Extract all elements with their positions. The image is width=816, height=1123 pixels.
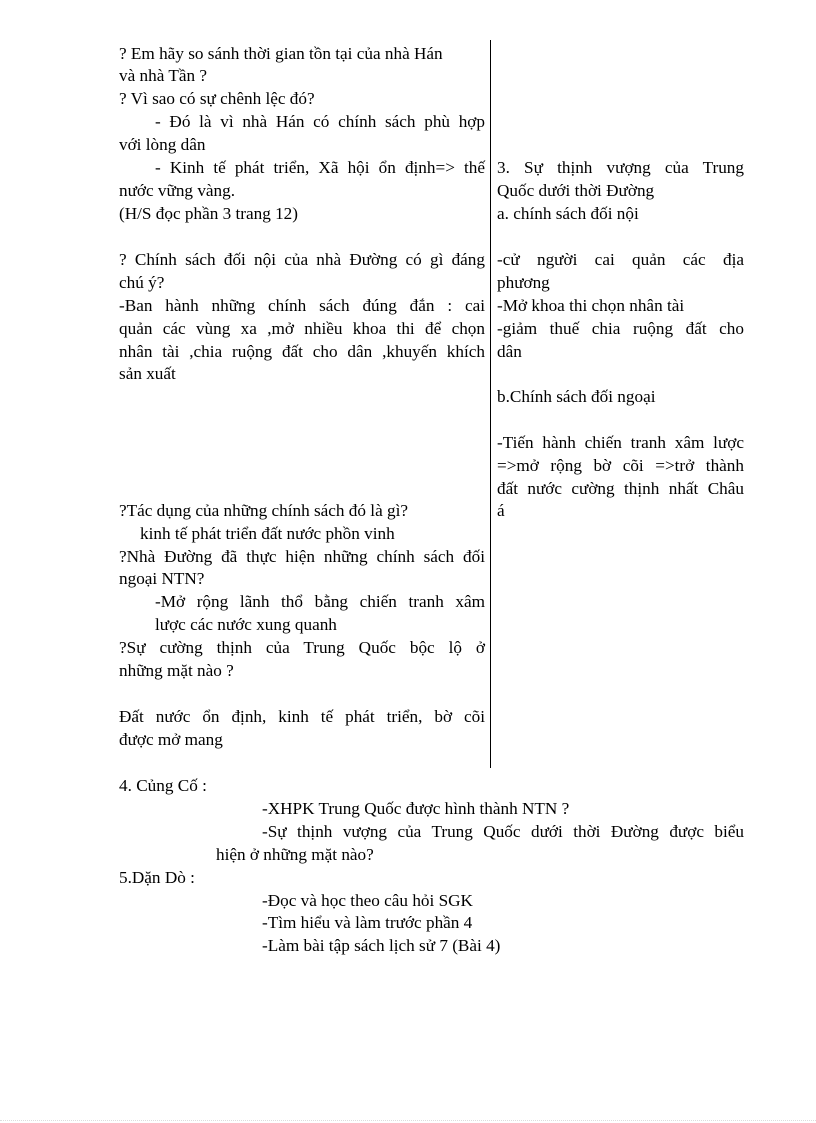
answer-foreign-policy-line1: -Mở rộng lãnh thổ bằng chiến tranh xâm	[155, 592, 485, 611]
domestic-point-1-line1: -cử người cai quản các địa	[497, 250, 744, 269]
consolidation-item-2-line1: -Sự thịnh vượng của Trung Quốc dưới thời Đường được biểu	[262, 822, 744, 841]
domestic-point-3-line2: dân	[497, 342, 522, 361]
consolidation-item-1: -XHPK Trung Quốc được hình thành NTN ?	[262, 799, 570, 818]
answer-han-policy-line1: - Đó là vì nhà Hán có chính sách phù hợp	[155, 112, 485, 131]
answer-domestic-policy-line2: quản các vùng xa ,mở nhiều khoa thi để chọn	[119, 319, 485, 338]
answer-foreign-policy-line2: lược các nước xung quanh	[155, 615, 337, 634]
subsection-a-heading: a. chính sách đối nội	[497, 204, 639, 223]
foreign-point-line3: đất nước cường thịnh nhất Châu	[497, 479, 744, 498]
page-bottom-border	[0, 1120, 816, 1121]
section-3-heading-line1: 3. Sự thịnh vượng của Trung	[497, 158, 744, 177]
answer-policy-effect: kinh tế phát triển đất nước phồn vinh	[140, 524, 395, 543]
consolidation-item-2-line2: hiện ở những mặt nào?	[216, 845, 374, 864]
homework-item-3: -Làm bài tập sách lịch sử 7 (Bài 4)	[262, 936, 501, 955]
homework-item-2: -Tìm hiểu và làm trước phần 4	[262, 913, 473, 932]
column-divider	[490, 40, 491, 768]
domestic-point-1-line2: phương	[497, 273, 550, 292]
question-prosperity-line2: những mặt nào ?	[119, 661, 234, 680]
answer-domestic-policy-line4: sản xuất	[119, 364, 176, 383]
domestic-point-3-line1: -giảm thuế chia ruộng đất cho	[497, 319, 744, 338]
question-compare-duration-line1: ? Em hãy so sánh thời gian tồn tại của nhà Hán	[119, 44, 443, 63]
answer-economy-line2: nước vững vàng.	[119, 181, 236, 200]
answer-domestic-policy-line3: nhân tài ,chia ruộng đất cho dân ,khuyến khích	[119, 342, 485, 361]
question-policy-effect: ?Tác dụng của những chính sách đó là gì?	[119, 501, 408, 520]
question-domestic-policy-line2: chú ý?	[119, 273, 165, 292]
foreign-point-line2: =>mở rộng bờ cõi =>trở thành	[497, 456, 744, 475]
question-domestic-policy-line1: ? Chính sách đối nội của nhà Đường có gì đáng	[119, 250, 485, 269]
question-compare-duration-line2: và nhà Tần ?	[119, 66, 207, 85]
consolidation-heading: 4. Củng Cố :	[119, 776, 207, 795]
subsection-b-heading: b.Chính sách đối ngoại	[497, 387, 656, 406]
homework-heading: 5.Dặn Dò :	[119, 868, 195, 887]
domestic-point-2: -Mở khoa thi chọn nhân tài	[497, 296, 685, 315]
question-foreign-policy-line1: ?Nhà Đường đã thực hiện những chính sách đối	[119, 547, 485, 566]
homework-item-1: -Đọc và học theo câu hỏi SGK	[262, 891, 473, 910]
answer-economy-line1: - Kinh tế phát triển, Xã hội ổn định=> thế	[155, 158, 485, 177]
answer-prosperity-line2: được mở mang	[119, 730, 223, 749]
section-3-heading-line2: Quốc dưới thời Đường	[497, 181, 655, 200]
answer-prosperity-line1: Đất nước ổn định, kinh tế phát triển, bờ cõi	[119, 707, 485, 726]
question-why-difference: ? Vì sao có sự chênh lệc đó?	[119, 89, 315, 108]
foreign-point-line4: á	[497, 501, 505, 520]
foreign-point-line1: -Tiến hành chiến tranh xâm lược	[497, 433, 744, 452]
question-foreign-policy-line2: ngoại NTN?	[119, 569, 205, 588]
question-prosperity-line1: ?Sự cường thịnh của Trung Quốc bộc lộ ở	[119, 638, 485, 657]
reading-note: (H/S đọc phần 3 trang 12)	[119, 204, 299, 223]
answer-domestic-policy-line1: -Ban hành những chính sách đúng đắn : cai	[119, 296, 485, 315]
answer-han-policy-line2: với lòng dân	[119, 135, 206, 154]
